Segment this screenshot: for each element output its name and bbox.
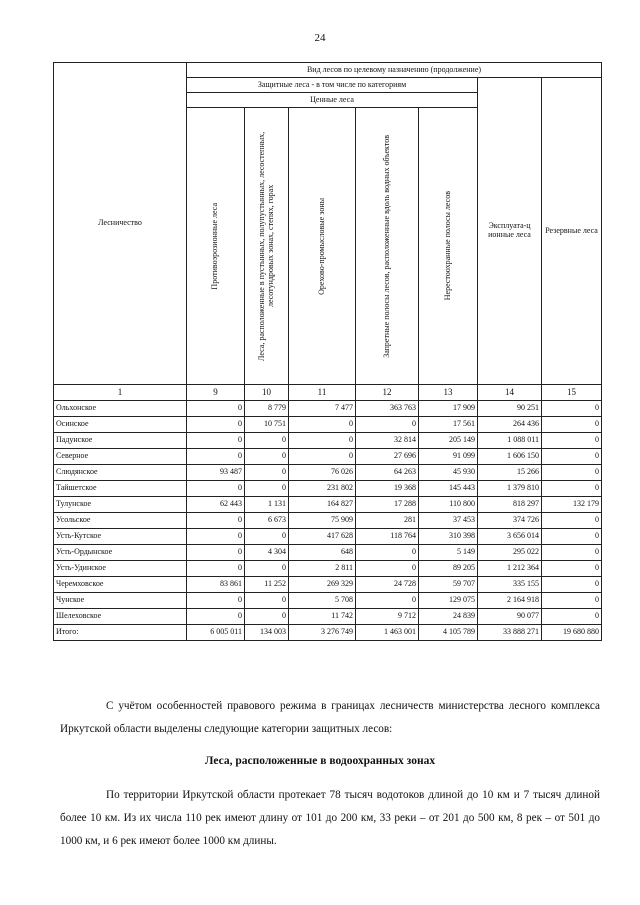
value-cell-c15: 0 bbox=[542, 609, 602, 625]
value-cell-c12: 363 763 bbox=[356, 401, 419, 417]
value-cell-c13: 45 930 bbox=[419, 465, 478, 481]
forestry-name-cell: Слюдянское bbox=[54, 465, 187, 481]
table-row bbox=[54, 593, 602, 609]
value-cell-c13: 37 453 bbox=[419, 513, 478, 529]
header-protective: Защитные леса - в том числе по категориям bbox=[187, 78, 478, 93]
value-cell-c13: 5 149 bbox=[419, 545, 478, 561]
header-valuable: Ценные леса bbox=[187, 93, 478, 108]
table-row bbox=[54, 513, 602, 529]
value-cell-c12: 64 263 bbox=[356, 465, 419, 481]
column-number: 12 bbox=[356, 385, 419, 401]
value-cell-c10: 0 bbox=[245, 449, 289, 465]
value-cell-c9: 0 bbox=[187, 401, 245, 417]
table-row bbox=[54, 577, 602, 593]
value-cell-c9: 93 487 bbox=[187, 465, 245, 481]
table-row bbox=[54, 545, 602, 561]
header-col9: Противоэрозионные леса bbox=[210, 202, 220, 290]
value-cell-c15: 132 179 bbox=[542, 497, 602, 513]
value-cell-c13: 4 105 789 bbox=[419, 625, 478, 641]
value-cell-c14: 1 379 810 bbox=[478, 481, 542, 497]
value-cell-c15: 0 bbox=[542, 545, 602, 561]
value-cell-c10: 0 bbox=[245, 433, 289, 449]
column-number: 9 bbox=[187, 385, 245, 401]
page-number: 24 bbox=[314, 32, 326, 44]
value-cell-c12: 0 bbox=[356, 593, 419, 609]
value-cell-c11: 76 026 bbox=[289, 465, 356, 481]
value-cell-c9: 0 bbox=[187, 433, 245, 449]
value-cell-c11: 11 742 bbox=[289, 609, 356, 625]
table-row bbox=[54, 465, 602, 481]
value-cell-c15: 0 bbox=[542, 577, 602, 593]
header-col10: Леса, расположенные в пустынных, полупустынных, лесостепных, лесотундровых зонах, степях, горах bbox=[256, 131, 275, 361]
table-row bbox=[54, 625, 602, 641]
value-cell-c10: 1 131 bbox=[245, 497, 289, 513]
value-cell-c15: 19 680 880 bbox=[542, 625, 602, 641]
value-cell-c11: 5 708 bbox=[289, 593, 356, 609]
header-col11-cell bbox=[289, 108, 356, 385]
value-cell-c11: 0 bbox=[289, 433, 356, 449]
table-row bbox=[54, 609, 602, 625]
forestry-name-cell: Итого: bbox=[54, 625, 187, 641]
value-cell-c13: 59 707 bbox=[419, 577, 478, 593]
value-cell-c10: 134 003 bbox=[245, 625, 289, 641]
value-cell-c14: 335 155 bbox=[478, 577, 542, 593]
header-col13-cell bbox=[419, 108, 478, 385]
value-cell-c12: 9 712 bbox=[356, 609, 419, 625]
value-cell-c10: 4 304 bbox=[245, 545, 289, 561]
value-cell-c10: 0 bbox=[245, 593, 289, 609]
value-cell-c11: 164 827 bbox=[289, 497, 356, 513]
table-row bbox=[54, 529, 602, 545]
table-row bbox=[54, 401, 602, 417]
forestry-name-cell: Усть-Удинское bbox=[54, 561, 187, 577]
value-cell-c9: 0 bbox=[187, 609, 245, 625]
value-cell-c15: 0 bbox=[542, 449, 602, 465]
table-row bbox=[54, 417, 602, 433]
header-col12: Запретные полосы лесов, расположенные вдоль водных объектов bbox=[381, 134, 391, 358]
value-cell-c14: 33 888 271 bbox=[478, 625, 542, 641]
header-col11: Орехово-промысловые зоны bbox=[316, 197, 326, 295]
value-cell-c14: 90 077 bbox=[478, 609, 542, 625]
header-col15: Резервные леса bbox=[542, 78, 602, 385]
value-cell-c9: 0 bbox=[187, 545, 245, 561]
value-cell-c12: 17 288 bbox=[356, 497, 419, 513]
forestry-name-cell: Усть-Кутское bbox=[54, 529, 187, 545]
header-col14: Эксплуата-ц ионные леса bbox=[478, 78, 542, 385]
forestry-name-cell: Падунское bbox=[54, 433, 187, 449]
value-cell-c10: 0 bbox=[245, 609, 289, 625]
header-forestry: Лесничество bbox=[54, 63, 187, 385]
value-cell-c11: 648 bbox=[289, 545, 356, 561]
value-cell-c9: 0 bbox=[187, 481, 245, 497]
column-number: 14 bbox=[478, 385, 542, 401]
value-cell-c10: 0 bbox=[245, 561, 289, 577]
table-row bbox=[54, 481, 602, 497]
value-cell-c12: 19 368 bbox=[356, 481, 419, 497]
value-cell-c15: 0 bbox=[542, 433, 602, 449]
value-cell-c13: 24 839 bbox=[419, 609, 478, 625]
value-cell-c15: 0 bbox=[542, 529, 602, 545]
value-cell-c13: 310 398 bbox=[419, 529, 478, 545]
value-cell-c9: 83 861 bbox=[187, 577, 245, 593]
value-cell-c9: 0 bbox=[187, 417, 245, 433]
value-cell-c12: 0 bbox=[356, 561, 419, 577]
value-cell-c11: 269 329 bbox=[289, 577, 356, 593]
value-cell-c10: 0 bbox=[245, 529, 289, 545]
forestry-name-cell: Чунское bbox=[54, 593, 187, 609]
column-number: 10 bbox=[245, 385, 289, 401]
forestry-name-cell: Черемховское bbox=[54, 577, 187, 593]
value-cell-c9: 0 bbox=[187, 449, 245, 465]
header-group: Вид лесов по целевому назначению (продолжение) bbox=[187, 63, 602, 78]
value-cell-c15: 0 bbox=[542, 465, 602, 481]
column-number: 11 bbox=[289, 385, 356, 401]
forestry-name-cell: Северное bbox=[54, 449, 187, 465]
value-cell-c9: 0 bbox=[187, 593, 245, 609]
value-cell-c11: 2 811 bbox=[289, 561, 356, 577]
value-cell-c12: 118 764 bbox=[356, 529, 419, 545]
value-cell-c13: 89 205 bbox=[419, 561, 478, 577]
intro-paragraph-text: С учётом особенностей правового режима в границах лесничеств министерства лесного комплекса Иркутской области выделены следующие категории защитных лесов: bbox=[60, 700, 600, 735]
value-cell-c14: 818 297 bbox=[478, 497, 542, 513]
value-cell-c12: 1 463 001 bbox=[356, 625, 419, 641]
value-cell-c11: 3 276 749 bbox=[289, 625, 356, 641]
column-numbers-row bbox=[54, 385, 602, 401]
value-cell-c10: 6 673 bbox=[245, 513, 289, 529]
value-cell-c15: 0 bbox=[542, 417, 602, 433]
value-cell-c15: 0 bbox=[542, 401, 602, 417]
value-cell-c9: 0 bbox=[187, 561, 245, 577]
value-cell-c15: 0 bbox=[542, 481, 602, 497]
value-cell-c10: 10 751 bbox=[245, 417, 289, 433]
value-cell-c13: 129 075 bbox=[419, 593, 478, 609]
header-col10-cell bbox=[245, 108, 289, 385]
value-cell-c12: 24 728 bbox=[356, 577, 419, 593]
value-cell-c11: 7 477 bbox=[289, 401, 356, 417]
table-row bbox=[54, 561, 602, 577]
value-cell-c14: 2 164 918 bbox=[478, 593, 542, 609]
table-body bbox=[54, 401, 602, 641]
value-cell-c13: 110 800 bbox=[419, 497, 478, 513]
value-cell-c15: 0 bbox=[542, 593, 602, 609]
table-row bbox=[54, 449, 602, 465]
value-cell-c11: 0 bbox=[289, 449, 356, 465]
value-cell-c9: 6 005 011 bbox=[187, 625, 245, 641]
value-cell-c9: 0 bbox=[187, 529, 245, 545]
forestry-name-cell: Ольхонское bbox=[54, 401, 187, 417]
rivers-paragraph-text: По территории Иркутской области протекает 78 тысяч водотоков длиной до 10 км и 7 тысяч длиной более 10 км. Из их числа 110 рек имеют длину от 101 до 200 км, 33 реки – от 201 до 500 км, 8 рек – от 501 до 1000 км, и 6 рек имеют более 1000 км длины. bbox=[60, 789, 600, 847]
column-number: 13 bbox=[419, 385, 478, 401]
value-cell-c9: 62 443 bbox=[187, 497, 245, 513]
value-cell-c14: 264 436 bbox=[478, 417, 542, 433]
header-col13: Нерестоохранные полосы лесов bbox=[442, 191, 452, 301]
forestry-name-cell: Тулунское bbox=[54, 497, 187, 513]
header-col12-cell bbox=[356, 108, 419, 385]
value-cell-c14: 295 022 bbox=[478, 545, 542, 561]
value-cell-c11: 231 802 bbox=[289, 481, 356, 497]
forestry-name-cell: Осинское bbox=[54, 417, 187, 433]
section-heading: Леса, расположенные в водоохранных зонах bbox=[204, 755, 436, 767]
value-cell-c13: 91 099 bbox=[419, 449, 478, 465]
column-number: 1 bbox=[54, 385, 187, 401]
value-cell-c11: 417 628 bbox=[289, 529, 356, 545]
value-cell-c10: 11 252 bbox=[245, 577, 289, 593]
forest-types-table bbox=[53, 62, 602, 641]
forestry-name-cell: Усть-Ордынское bbox=[54, 545, 187, 561]
column-number: 15 bbox=[542, 385, 602, 401]
table-row bbox=[54, 497, 602, 513]
table-row bbox=[54, 433, 602, 449]
value-cell-c14: 374 726 bbox=[478, 513, 542, 529]
value-cell-c10: 0 bbox=[245, 465, 289, 481]
header-col9-cell bbox=[187, 108, 245, 385]
value-cell-c13: 17 561 bbox=[419, 417, 478, 433]
forestry-name-cell: Усольское bbox=[54, 513, 187, 529]
value-cell-c10: 0 bbox=[245, 481, 289, 497]
value-cell-c12: 27 696 bbox=[356, 449, 419, 465]
value-cell-c14: 90 251 bbox=[478, 401, 542, 417]
value-cell-c9: 0 bbox=[187, 513, 245, 529]
value-cell-c14: 15 266 bbox=[478, 465, 542, 481]
value-cell-c10: 8 779 bbox=[245, 401, 289, 417]
value-cell-c14: 1 088 011 bbox=[478, 433, 542, 449]
rivers-paragraph bbox=[60, 784, 600, 853]
value-cell-c12: 0 bbox=[356, 545, 419, 561]
value-cell-c13: 17 909 bbox=[419, 401, 478, 417]
value-cell-c14: 1 212 364 bbox=[478, 561, 542, 577]
value-cell-c12: 32 814 bbox=[356, 433, 419, 449]
value-cell-c12: 281 bbox=[356, 513, 419, 529]
value-cell-c15: 0 bbox=[542, 561, 602, 577]
value-cell-c14: 3 656 014 bbox=[478, 529, 542, 545]
value-cell-c15: 0 bbox=[542, 513, 602, 529]
forestry-name-cell: Шелеховское bbox=[54, 609, 187, 625]
value-cell-c14: 1 606 150 bbox=[478, 449, 542, 465]
forestry-name-cell: Тайшетское bbox=[54, 481, 187, 497]
intro-paragraph bbox=[60, 695, 600, 741]
value-cell-c13: 145 443 bbox=[419, 481, 478, 497]
value-cell-c13: 205 149 bbox=[419, 433, 478, 449]
value-cell-c12: 0 bbox=[356, 417, 419, 433]
value-cell-c11: 75 909 bbox=[289, 513, 356, 529]
value-cell-c11: 0 bbox=[289, 417, 356, 433]
